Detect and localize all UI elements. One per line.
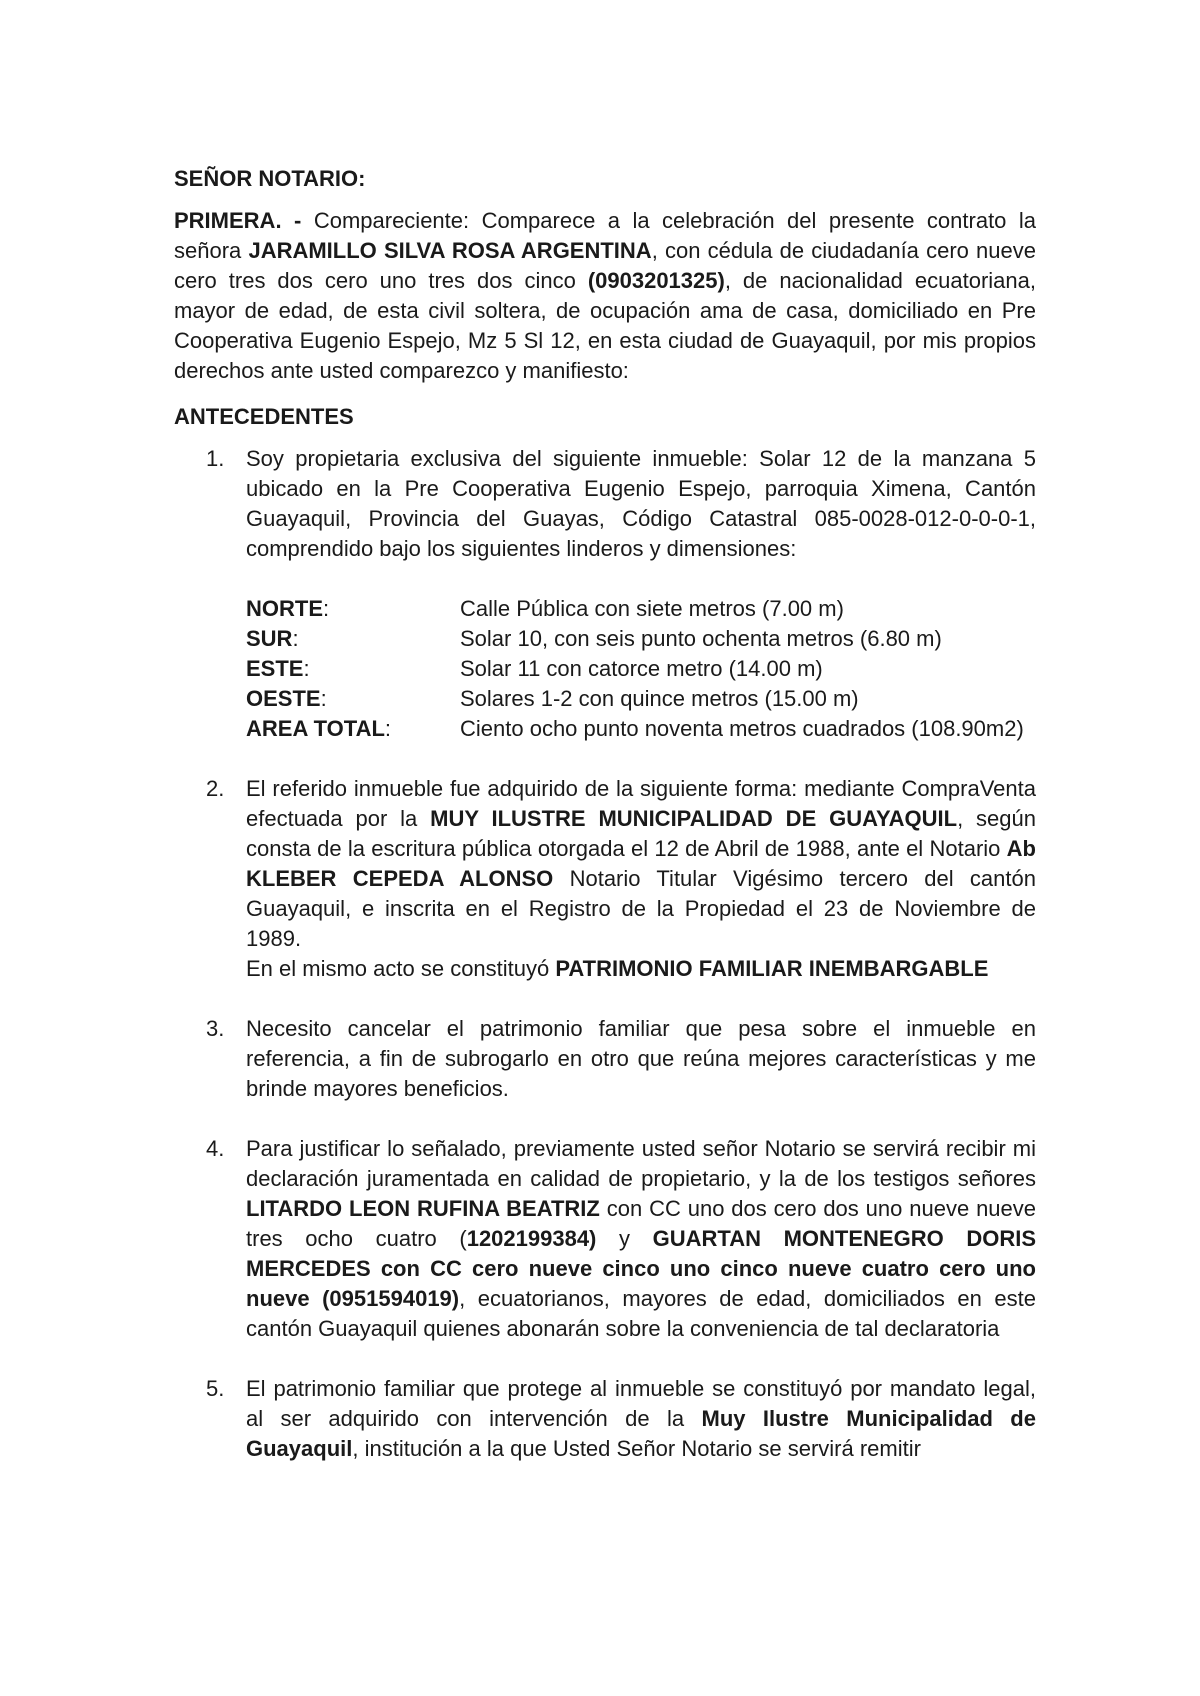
table-row <box>246 654 1036 684</box>
item-text-run: con CC uno dos cero dos uno nueve nueve tres ocho cuatro ( <box>246 1196 1037 1251</box>
lindero-label: NORTE <box>246 596 323 621</box>
notary-name: Ab KLEBER CEPEDA ALONSO <box>246 836 1036 891</box>
compareciente-name: JARAMILLO SILVA ROSA ARGENTINA <box>248 238 652 263</box>
primera-text-1: Compareciente: Comparece a la celebración del presente contrato la señora <box>174 208 1036 263</box>
lindero-sep: : <box>323 596 330 621</box>
item-text: Soy propietaria exclusiva del siguiente inmueble: Solar 12 de la manzana 5 ubicado en la Pre Cooperativa Eugenio Espejo, parroquia Ximena, Cantón Guayaquil, Provincia del Guayas, Código Catastral 085-0028-012-0-0-0-1, comprendido bajo los siguientes linderos y dimensiones: <box>246 446 1036 561</box>
list-item <box>174 444 1036 744</box>
list-item <box>174 1014 1036 1104</box>
lindero-value: Solar 11 con catorce metro (14.00 m) <box>460 656 823 681</box>
primera-text-2: , con cédula de ciudadanía cero nueve cero tres dos cero uno tres dos cinco <box>174 238 1036 293</box>
item-number: 5. <box>206 1376 225 1401</box>
item-text: Necesito cancelar el patrimonio familiar que pesa sobre el inmueble en referencia, a fin de subrogarlo en otro que reúna mejores características y me brinde mayores beneficios. <box>246 1016 1036 1101</box>
primera-clause <box>174 206 1036 386</box>
item-text-run: El patrimonio familiar que protege al inmueble se constituyó por mandato legal, al ser adquirido con intervención de la <box>246 1376 1036 1431</box>
list-item <box>174 1134 1036 1344</box>
item-text-run: y <box>596 1226 653 1251</box>
lindero-value: Solar 10, con seis punto ochenta metros (6.80 m) <box>460 626 942 651</box>
lindero-label: SUR <box>246 626 293 651</box>
witness-1-name: LITARDO LEON RUFINA BEATRIZ <box>246 1196 600 1221</box>
item-text-run: Para justificar lo señalado, previamente usted señor Notario se servirá recibir mi declaración juramentada en calidad de propietario, y la de los testigos señores <box>246 1136 1036 1191</box>
item-text-run: , institución a la que Usted Señor Notario se servirá remitir <box>352 1436 921 1461</box>
table-row <box>246 714 1036 744</box>
primera-label: PRIMERA. - <box>174 208 302 233</box>
lindero-label: ESTE <box>246 656 304 681</box>
list-item <box>174 1374 1036 1464</box>
compareciente-cedula: (0903201325) <box>587 268 725 293</box>
table-row <box>246 684 1036 714</box>
list-item <box>174 774 1036 984</box>
witness-2-name: GUARTAN MONTENEGRO DORIS MERCEDES con CC cero nueve cinco uno cinco nueve cuatro cero uno nueve (0951594019) <box>246 1226 1036 1311</box>
witness-1-cc: 1202199384) <box>466 1226 597 1251</box>
item-number: 1. <box>206 446 225 471</box>
primera-text-3: , de nacionalidad ecuatoriana, mayor de edad, de esta civil soltera, de ocupación ama de casa, domiciliado en Pre Cooperativa Eugenio Espejo, Mz 5 Sl 12, en esta ciudad de Guayaquil, por mis propios derechos ante usted comparezco y manifiesto: <box>174 268 1036 383</box>
lindero-sep: : <box>303 656 310 681</box>
lindero-value: Calle Pública con siete metros (7.00 m) <box>460 596 844 621</box>
item-text-run: El referido inmueble fue adquirido de la siguiente forma: mediante CompraVenta efectuada por la <box>246 776 1036 831</box>
item-text <box>246 774 1036 954</box>
item-number: 4. <box>206 1136 225 1161</box>
item-text-run: En el mismo acto se constituyó <box>246 956 556 981</box>
item-text-run: , ecuatorianos, mayores de edad, domiciliados en este cantón Guayaquil quienes abonarán sobre la conveniencia de tal declaratoria <box>246 1286 1036 1341</box>
antecedentes-list <box>174 444 1036 1464</box>
item-text-run: , según consta de la escritura pública otorgada el 12 de Abril de 1988, ante el Notario <box>246 806 1036 861</box>
table-row <box>246 624 1036 654</box>
linderos-table <box>246 594 1036 744</box>
table-row <box>246 594 1036 624</box>
item-number: 2. <box>206 776 225 801</box>
salutation: SEÑOR NOTARIO: <box>174 166 366 191</box>
item-number: 3. <box>206 1016 225 1041</box>
lindero-value: Solares 1-2 con quince metros (15.00 m) <box>460 686 859 711</box>
municipality-name: Muy Ilustre Municipalidad de Guayaquil <box>246 1406 1036 1461</box>
document-body <box>174 164 1036 1494</box>
patrimonio-label: PATRIMONIO FAMILIAR INEMBARGABLE <box>555 956 989 981</box>
item-text <box>246 1374 1036 1464</box>
municipality-name: MUY ILUSTRE MUNICIPALIDAD DE GUAYAQUIL <box>430 806 958 831</box>
lindero-sep: : <box>320 686 327 711</box>
item-text-run: Notario Titular Vigésimo tercero del cantón Guayaquil, e inscrita en el Registro de la Propiedad el 23 de Noviembre de 1989. <box>246 866 1036 951</box>
item-text-continuation <box>246 954 1036 984</box>
item-text <box>246 1134 1036 1344</box>
lindero-value: Ciento ocho punto noventa metros cuadrados (108.90m2) <box>460 716 1024 741</box>
lindero-sep: : <box>292 626 299 651</box>
lindero-label: OESTE <box>246 686 321 711</box>
lindero-label: AREA TOTAL <box>246 716 385 741</box>
lindero-sep: : <box>384 716 392 741</box>
antecedentes-title: ANTECEDENTES <box>174 404 354 429</box>
